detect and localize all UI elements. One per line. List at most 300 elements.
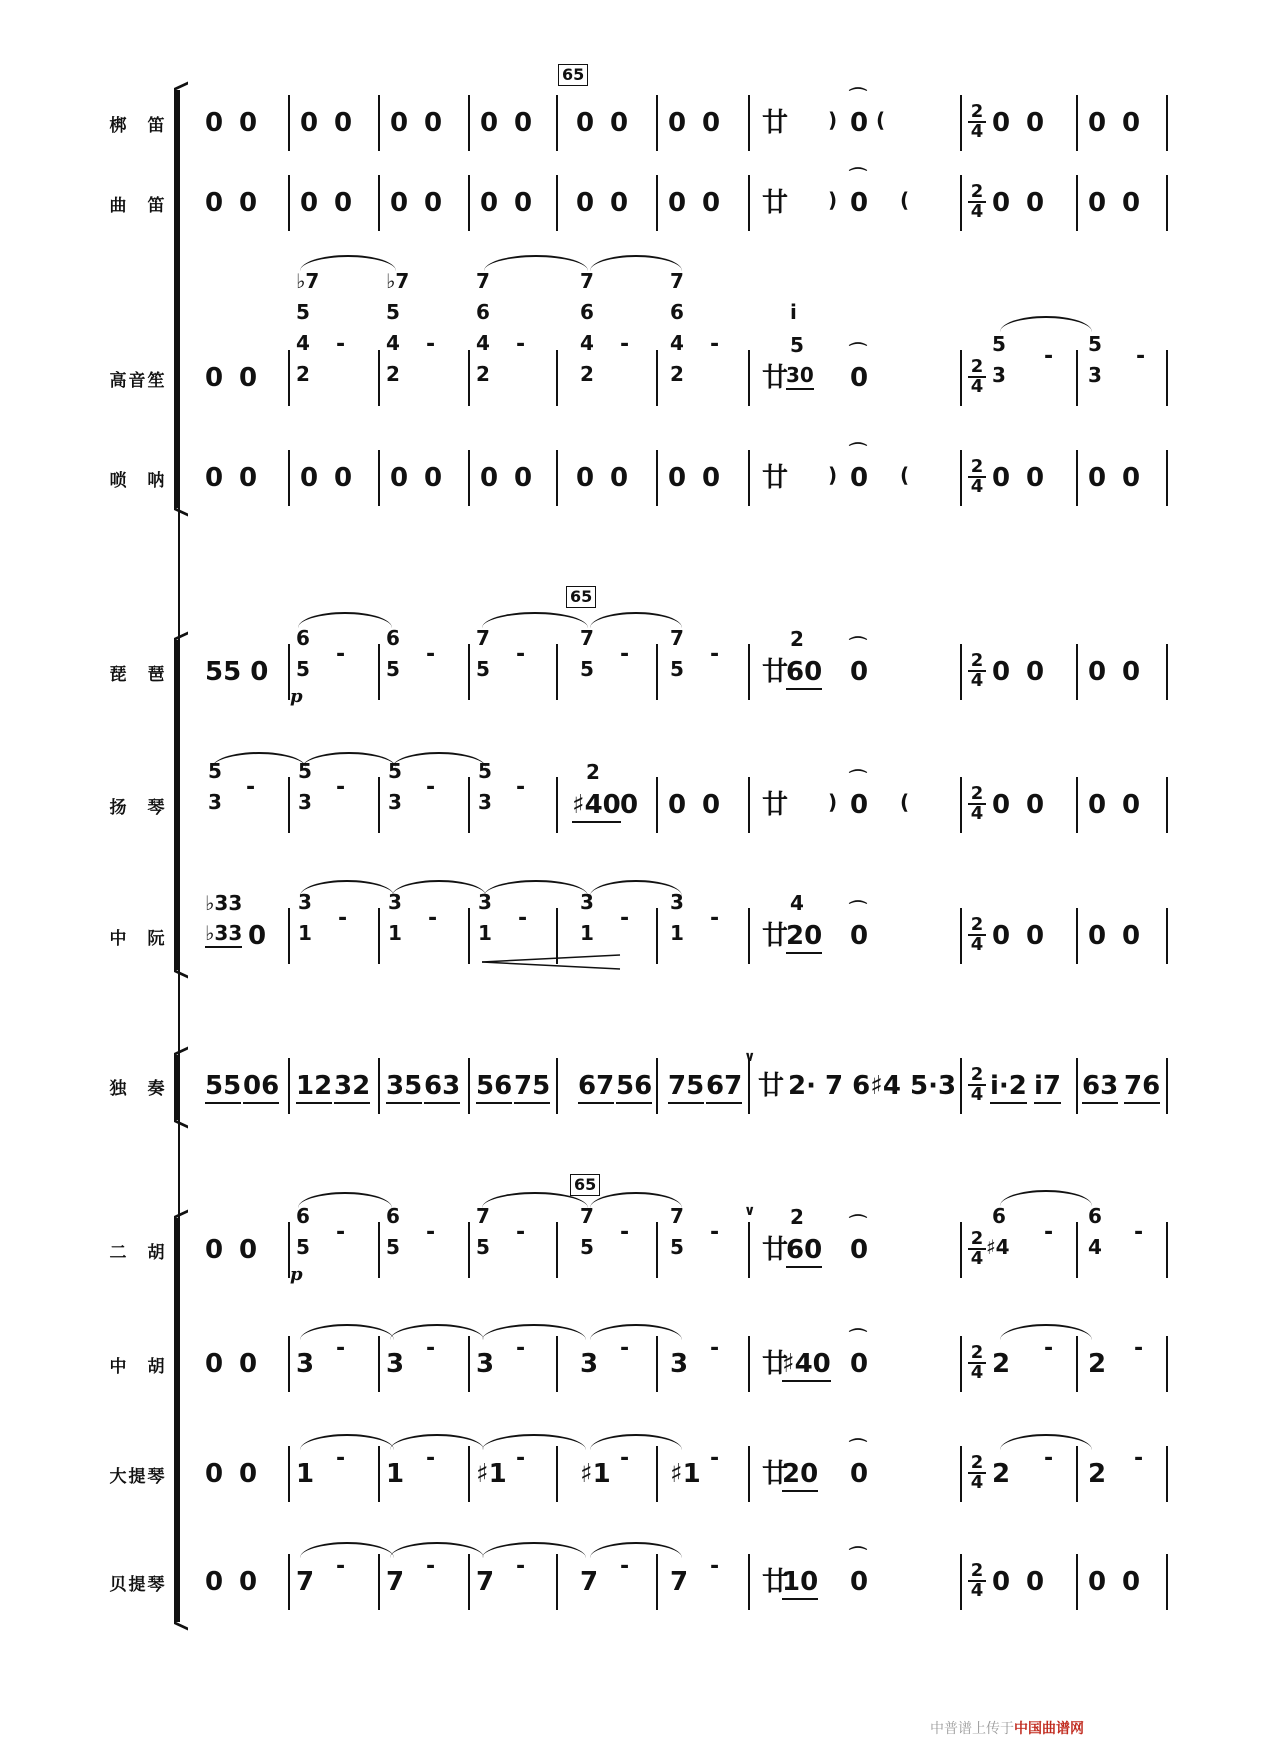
sheng-m1-note-1: 5: [296, 300, 310, 324]
barline-bass-1: [378, 1554, 380, 1610]
yangqin-rest-b-5: 0: [702, 790, 721, 820]
bangdi-free-meter: 廿: [762, 108, 789, 138]
rehearsal-mark-65-top: 65: [558, 64, 588, 86]
erhu-fermata-rest-arc: ⌒: [849, 1214, 867, 1235]
rehearsal-mark-65-erhu: 65: [570, 1174, 600, 1196]
barline-bangdi-8: [1166, 95, 1168, 151]
sheng-rest-a-0: 0: [205, 363, 224, 393]
yangqin-m2-low: 3: [388, 790, 402, 814]
sheng-m2-note-3: 2: [386, 362, 400, 386]
suona-t2-rest-b: 0: [1122, 463, 1141, 493]
barline-erhu-8: [1166, 1222, 1168, 1278]
cello-free: 20: [782, 1459, 818, 1492]
zhongruan-tie-1: [300, 880, 394, 896]
yangqin-m2-top: 5: [388, 759, 402, 783]
barline-bass-2: [468, 1554, 470, 1610]
bass-m1-note: 7: [296, 1567, 315, 1597]
sheng-m1-note-0: ♭7: [296, 269, 320, 293]
sheng-tie-t: [1000, 316, 1092, 332]
sheng-t2-dash: -: [1136, 344, 1146, 369]
time-signature-top: 2: [968, 103, 986, 123]
yangqin-fermata-rest-arc: ⌒: [849, 769, 867, 790]
pipa-m5-top: 7: [670, 626, 684, 650]
barline-qudi-6: [960, 175, 962, 231]
time-signature-top: 2: [968, 1066, 986, 1086]
zhonghu-m1-note: 3: [296, 1349, 315, 1379]
yangqin-m4-top: 2: [586, 760, 600, 784]
barline-yangqin-3: [556, 777, 558, 833]
bass-m4-note: 7: [580, 1567, 599, 1597]
sheng-tie-3: [590, 255, 682, 271]
erhu-tie-t: [1000, 1190, 1092, 1206]
qudi-rest-b-1: 0: [334, 188, 353, 218]
cello-m5-note: ♯1: [670, 1459, 701, 1489]
pipa-fermata-rest: 0: [850, 657, 869, 687]
cello-t2-dash: -: [1134, 1446, 1144, 1471]
instrument-label-bass: 贝提琴: [109, 1575, 167, 1595]
barline-qudi-3: [556, 175, 558, 231]
barline-sheng-3: [556, 350, 558, 406]
sheng-m3-note-1: 6: [476, 300, 490, 324]
rehearsal-mark-65-pipa: 65: [566, 586, 596, 608]
barline-pipa-4: [656, 644, 658, 700]
pipa-tie-1: [298, 612, 392, 628]
solo-t1-b: i7: [1034, 1071, 1061, 1104]
pipa-m5-dash: -: [710, 642, 720, 667]
barline-cello-6: [960, 1446, 962, 1502]
zhongruan-t1-rest-b: 0: [1026, 921, 1045, 951]
sheng-m5-note-0: 7: [670, 269, 684, 293]
erhu-free-top: 2: [790, 1205, 804, 1229]
erhu-time-signature: [968, 1230, 986, 1268]
time-signature-top: 2: [968, 358, 986, 378]
zhongruan-m4-low: 1: [580, 921, 594, 945]
qudi-rest-a-1: 0: [300, 188, 319, 218]
cello-free-meter: 廿: [762, 1459, 789, 1489]
instrument-label-solo: 独 奏: [109, 1079, 167, 1099]
zhonghu-tie-t: [1000, 1324, 1092, 1340]
barline-erhu-2: [468, 1222, 470, 1278]
bangdi-rest-a-3: 0: [480, 108, 499, 138]
barline-suona-1: [378, 450, 380, 506]
zhongruan-m1-top: 3: [298, 890, 312, 914]
bass-m2-dash: -: [426, 1554, 436, 1579]
bass-tie-3: [482, 1542, 586, 1558]
barline-suona-6: [960, 450, 962, 506]
time-signature-bottom: 4: [970, 121, 984, 142]
barline-solo-6: [960, 1058, 962, 1114]
pipa-m2-dash: -: [426, 642, 436, 667]
system-barline-3: [178, 1120, 180, 1218]
zhongruan-m3-low: 1: [478, 921, 492, 945]
zhongruan-free: 20: [786, 921, 822, 954]
barline-suona-4: [656, 450, 658, 506]
yangqin-m4: ♯40: [572, 790, 621, 823]
barline-cello-5: [748, 1446, 750, 1502]
qudi-t2-rest-b: 0: [1122, 188, 1141, 218]
bass-m3-dash: -: [516, 1554, 526, 1579]
cello-tie-4: [590, 1434, 682, 1450]
barline-zhonghu-2: [468, 1336, 470, 1392]
bangdi-rest-b-4: 0: [610, 108, 629, 138]
yangqin-m0-low: 3: [208, 790, 222, 814]
barline-solo-3: [556, 1058, 558, 1114]
solo-m2-a: 35: [386, 1071, 422, 1104]
sheng-m3-note-2: 4: [476, 331, 490, 355]
qudi-rest-a-4: 0: [576, 188, 595, 218]
bangdi-rest-b-0: 0: [239, 108, 258, 138]
sheng-time-signature: [968, 358, 986, 396]
cello-m2-dash: -: [426, 1446, 436, 1471]
footer-watermark: [930, 1718, 1084, 1738]
suona-fermata-rest-arc: ⌒: [849, 442, 867, 463]
suona-rest-a-0: 0: [205, 463, 224, 493]
zhonghu-t1-note: 2: [992, 1349, 1011, 1379]
barline-erhu-6: [960, 1222, 962, 1278]
sheng-m5-note-2: 4: [670, 331, 684, 355]
barline-pipa-6: [960, 644, 962, 700]
yangqin-m0-top: 5: [208, 759, 222, 783]
zhongruan-m0-rest: 0: [248, 921, 267, 951]
instrument-label-bangdi: 梆 笛: [109, 116, 167, 136]
barline-yangqin-0: [288, 777, 290, 833]
solo-breath-mark: ∨: [744, 1049, 756, 1065]
time-signature-top: 2: [968, 183, 986, 203]
pipa-m3-low: 5: [476, 657, 490, 681]
yangqin-tie-1: [212, 752, 306, 768]
barline-pipa-1: [378, 644, 380, 700]
barline-zhonghu-7: [1076, 1336, 1078, 1392]
cello-m1-note: 1: [296, 1459, 315, 1489]
sheng-m4-note-3: 2: [580, 362, 594, 386]
zhonghu-m4-dash: -: [620, 1336, 630, 1361]
barline-bangdi-1: [378, 95, 380, 151]
zhonghu-tie-2: [390, 1324, 484, 1340]
time-signature-bottom: 4: [970, 1472, 984, 1493]
barline-bangdi-4: [656, 95, 658, 151]
bass-tie-1: [300, 1542, 394, 1558]
sheng-m2-note-2: 4: [386, 331, 400, 355]
erhu-m1-top: 6: [296, 1204, 310, 1228]
barline-sheng-8: [1166, 350, 1168, 406]
barline-bass-3: [556, 1554, 558, 1610]
cello-fermata-rest: 0: [850, 1459, 869, 1489]
yangqin-fermata-rest: 0: [850, 790, 869, 820]
solo-m3-b: 75: [514, 1071, 550, 1104]
zhonghu-free-meter: 廿: [762, 1349, 789, 1379]
barline-erhu-7: [1076, 1222, 1078, 1278]
barline-sheng-5: [748, 350, 750, 406]
qudi-rest-b-5: 0: [702, 188, 721, 218]
suona-paren-open: (: [900, 463, 910, 487]
barline-bangdi-7: [1076, 95, 1078, 151]
suona-rest-b-0: 0: [239, 463, 258, 493]
crescendo-upper: [482, 955, 620, 962]
qudi-fermata-rest-arc: ⌒: [849, 167, 867, 188]
zhonghu-t2-dash: -: [1134, 1336, 1144, 1361]
pipa-m2-top: 6: [386, 626, 400, 650]
zhonghu-m3-note: 3: [476, 1349, 495, 1379]
sheng-free-meter: 廿: [762, 363, 789, 393]
zhonghu-t2-note: 2: [1088, 1349, 1107, 1379]
erhu-t1-low: ♯4: [986, 1235, 1010, 1259]
barline-suona-2: [468, 450, 470, 506]
suona-t2-rest-a: 0: [1088, 463, 1107, 493]
erhu-t2-top: 6: [1088, 1204, 1102, 1228]
pipa-t1-rest-b: 0: [1026, 657, 1045, 687]
barline-pipa-3: [556, 644, 558, 700]
cello-m3-dash: -: [516, 1446, 526, 1471]
zhongruan-m0: ♭33: [205, 921, 242, 948]
qudi-t1-rest-b: 0: [1026, 188, 1045, 218]
zhongruan-tie-2: [392, 880, 486, 896]
barline-zhongruan-1: [378, 908, 380, 964]
pipa-m2-low: 5: [386, 657, 400, 681]
zhongruan-m1-low: 1: [298, 921, 312, 945]
barline-solo-1: [378, 1058, 380, 1114]
sheng-m4-note-0: 7: [580, 269, 594, 293]
yangqin-t2-rest-a: 0: [1088, 790, 1107, 820]
bangdi-t2-rest-b: 0: [1122, 108, 1141, 138]
barline-pipa-8: [1166, 644, 1168, 700]
cello-t1-note: 2: [992, 1459, 1011, 1489]
erhu-m3-low: 5: [476, 1235, 490, 1259]
barline-qudi-7: [1076, 175, 1078, 231]
bass-time-signature: [968, 1562, 986, 1600]
time-signature-top: 2: [968, 1344, 986, 1364]
qudi-rest-b-3: 0: [514, 188, 533, 218]
solo-m5-b: 67: [706, 1071, 742, 1104]
zhongruan-t2-rest-b: 0: [1122, 921, 1141, 951]
sheng-fermata-rest-arc: ⌒: [849, 342, 867, 363]
solo-time-signature: [968, 1066, 986, 1104]
pipa-m1-dash: -: [336, 642, 346, 667]
sheng-m1-note-3: 2: [296, 362, 310, 386]
barline-yangqin-5: [748, 777, 750, 833]
suona-time-signature: [968, 458, 986, 496]
zhonghu-t1-dash: -: [1044, 1336, 1054, 1361]
yangqin-rest-a-5: 0: [668, 790, 687, 820]
cello-m4-note: ♯1: [580, 1459, 611, 1489]
bangdi-rest-a-2: 0: [390, 108, 409, 138]
time-signature-top: 2: [968, 652, 986, 672]
solo-m0-b: 06: [243, 1071, 279, 1104]
barline-solo-4: [656, 1058, 658, 1114]
zhonghu-tie-1: [300, 1324, 394, 1340]
bass-m5-dash: -: [710, 1554, 720, 1579]
pipa-m0: 55 0: [205, 657, 269, 687]
time-signature-bottom: 4: [970, 476, 984, 497]
barline-bangdi-6: [960, 95, 962, 151]
barline-zhongruan-2: [468, 908, 470, 964]
qudi-free-meter: 廿: [762, 188, 789, 218]
barline-suona-0: [288, 450, 290, 506]
sheng-m3-note-3: 2: [476, 362, 490, 386]
barline-zhonghu-1: [378, 1336, 380, 1392]
barline-cello-1: [378, 1446, 380, 1502]
erhu-free-meter: 廿: [762, 1235, 789, 1265]
erhu-m4-top: 7: [580, 1204, 594, 1228]
barline-bangdi-3: [556, 95, 558, 151]
qudi-rest-a-3: 0: [480, 188, 499, 218]
zhongruan-t1-rest-a: 0: [992, 921, 1011, 951]
bass-t1-rest-a: 0: [992, 1567, 1011, 1597]
pipa-m5-low: 5: [670, 657, 684, 681]
solo-bracket: [174, 1055, 180, 1120]
sheng-t2-low: 3: [1088, 363, 1102, 387]
barline-yangqin-1: [378, 777, 380, 833]
barline-bass-7: [1076, 1554, 1078, 1610]
time-signature-bottom: 4: [970, 1362, 984, 1383]
system-barline-2: [178, 970, 180, 1055]
yangqin-t2-rest-b: 0: [1122, 790, 1141, 820]
erhu-m4-low: 5: [580, 1235, 594, 1259]
barline-pipa-5: [748, 644, 750, 700]
erhu-t1-top: 6: [992, 1204, 1006, 1228]
time-signature-bottom: 4: [970, 803, 984, 824]
barline-suona-3: [556, 450, 558, 506]
zhongruan-m2-low: 1: [388, 921, 402, 945]
pipa-free: 60: [786, 657, 822, 690]
pipa-m3-top: 7: [476, 626, 490, 650]
winds-bracket: [174, 90, 180, 508]
barline-cello-7: [1076, 1446, 1078, 1502]
sheng-m1-note-2: 4: [296, 331, 310, 355]
pipa-tie-2: [482, 612, 588, 628]
sheng-t2-top: 5: [1088, 332, 1102, 356]
barline-cello-0: [288, 1446, 290, 1502]
suona-rest-b-5: 0: [702, 463, 721, 493]
bass-m5-note: 7: [670, 1567, 689, 1597]
barline-yangqin-2: [468, 777, 470, 833]
barline-solo-8: [1166, 1058, 1168, 1114]
bangdi-rest-b-2: 0: [424, 108, 443, 138]
erhu-t1-dash: -: [1044, 1220, 1054, 1245]
zhonghu-tie-3: [482, 1324, 586, 1340]
solo-m3-a: 56: [476, 1071, 512, 1104]
sheng-tie-1: [300, 255, 396, 271]
barline-zhongruan-6: [960, 908, 962, 964]
barline-solo-2: [468, 1058, 470, 1114]
barline-yangqin-4: [656, 777, 658, 833]
zhongruan-free-meter: 廿: [762, 921, 789, 951]
system-barline: [178, 508, 180, 640]
zhonghu-fermata-rest-arc: ⌒: [849, 1328, 867, 1349]
zhonghu-rest-b-0: 0: [239, 1349, 258, 1379]
yangqin-tie-3: [392, 752, 486, 768]
pipa-free-meter: 廿: [762, 657, 789, 687]
erhu-tie-3: [590, 1192, 682, 1208]
bass-fermata-rest: 0: [850, 1567, 869, 1597]
bangdi-fermata-rest-arc: ⌒: [849, 87, 867, 108]
zhongruan-time-signature: [968, 916, 986, 954]
zhongruan-m0-top: ♭33: [205, 891, 243, 915]
bangdi-rest-a-1: 0: [300, 108, 319, 138]
barline-qudi-0: [288, 175, 290, 231]
bangdi-time-signature: [968, 103, 986, 141]
barline-zhonghu-4: [656, 1336, 658, 1392]
time-signature-bottom: 4: [970, 670, 984, 691]
erhu-m3-dash: -: [516, 1220, 526, 1245]
time-signature-bottom: 4: [970, 1248, 984, 1269]
erhu-breath-mark: ∨: [744, 1203, 756, 1219]
pipa-time-signature: [968, 652, 986, 690]
zhonghu-m5-dash: -: [710, 1336, 720, 1361]
suona-rest-b-2: 0: [424, 463, 443, 493]
sheng-m1-dash: -: [336, 332, 346, 357]
sheng-free-low: 30: [786, 363, 814, 390]
suona-rest-b-1: 0: [334, 463, 353, 493]
erhu-fermata-rest: 0: [850, 1235, 869, 1265]
solo-free-meter: 廿: [758, 1071, 785, 1101]
bass-tie-4: [590, 1542, 682, 1558]
time-signature-top: 2: [968, 1454, 986, 1474]
yangqin-m4-rest: 0: [620, 790, 639, 820]
barline-cello-4: [656, 1446, 658, 1502]
erhu-m1-dash: -: [336, 1220, 346, 1245]
barline-zhongruan-8: [1166, 908, 1168, 964]
sheng-fermata-rest: 0: [850, 363, 869, 393]
sheng-rest-b-0: 0: [239, 363, 258, 393]
bangdi-rest-b-1: 0: [334, 108, 353, 138]
bangdi-fermata-rest: 0: [850, 108, 869, 138]
cello-rest-a-0: 0: [205, 1459, 224, 1489]
zhongruan-m4-top: 3: [580, 890, 594, 914]
cello-t2-note: 2: [1088, 1459, 1107, 1489]
barline-sheng-0: [288, 350, 290, 406]
instrument-label-qudi: 曲 笛: [109, 196, 167, 216]
erhu-m3-top: 7: [476, 1204, 490, 1228]
bangdi-rest-b-3: 0: [514, 108, 533, 138]
barline-yangqin-8: [1166, 777, 1168, 833]
zhonghu-m2-note: 3: [386, 1349, 405, 1379]
instrument-label-cello: 大提琴: [109, 1467, 167, 1487]
zhonghu-m4-note: 3: [580, 1349, 599, 1379]
cello-m2-note: 1: [386, 1459, 405, 1489]
erhu-m5-top: 7: [670, 1204, 684, 1228]
suona-rest-a-5: 0: [668, 463, 687, 493]
barline-sheng-4: [656, 350, 658, 406]
qudi-paren-close: ): [828, 188, 838, 212]
sheng-m2-note-1: 5: [386, 300, 400, 324]
yangqin-m1-low: 3: [298, 790, 312, 814]
yangqin-m3-low: 3: [478, 790, 492, 814]
bass-rest-b-0: 0: [239, 1567, 258, 1597]
zhongruan-m1-dash: -: [338, 906, 348, 931]
suona-paren-close: ): [828, 463, 838, 487]
barline-suona-7: [1076, 450, 1078, 506]
barline-zhonghu-5: [748, 1336, 750, 1392]
suona-rest-a-1: 0: [300, 463, 319, 493]
zhongruan-t2-rest-a: 0: [1088, 921, 1107, 951]
barline-sheng-7: [1076, 350, 1078, 406]
pipa-free-top: 2: [790, 627, 804, 651]
time-signature-bottom: 4: [970, 1084, 984, 1105]
footer-brand: 中国曲谱网: [1014, 1721, 1084, 1737]
yangqin-m3-dash: -: [516, 775, 526, 800]
zhonghu-fermata-rest: 0: [850, 1349, 869, 1379]
bass-m4-dash: -: [620, 1554, 630, 1579]
cello-tie-2: [390, 1434, 484, 1450]
pipa-fermata-rest-arc: ⌒: [849, 636, 867, 657]
cello-m1-dash: -: [336, 1446, 346, 1471]
time-signature-top: 2: [968, 916, 986, 936]
zhonghu-m5-note: 3: [670, 1349, 689, 1379]
zhongruan-m5-dash: -: [710, 906, 720, 931]
barline-bass-8: [1166, 1554, 1168, 1610]
cello-m3-note: ♯1: [476, 1459, 507, 1489]
barline-pipa-2: [468, 644, 470, 700]
